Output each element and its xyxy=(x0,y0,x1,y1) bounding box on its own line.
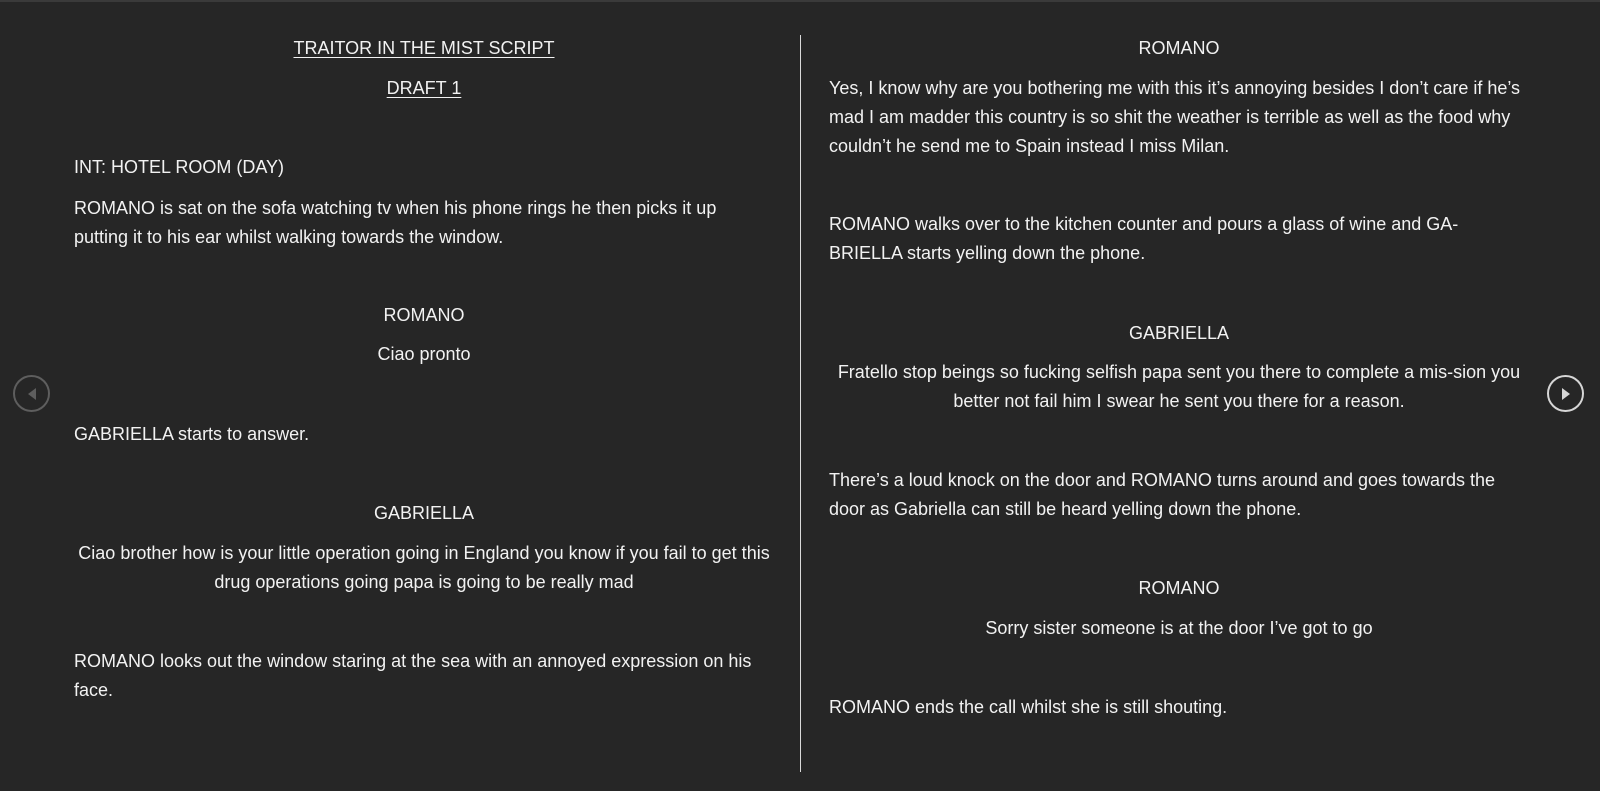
dialogue-text: Fratello stop beings so fucking selfish papa sent you there to complete a mis-sion you better not fail him I swear he sent you there for a reason. xyxy=(837,362,1521,411)
next-page-button[interactable] xyxy=(1547,375,1584,412)
dialogue-text: Sorry sister someone is at the door I’ve got to go xyxy=(985,618,1373,638)
dialogue-text: Ciao brother how is your little operation going in England you know if you fail to get this drug operations going papa is going to be really mad xyxy=(78,543,770,592)
character-name: ROMANO xyxy=(383,305,465,325)
action-text: ROMANO is sat on the sofa watching tv when his phone rings he then picks it up putting it to his ear whilst walking towards the window. xyxy=(74,198,717,247)
top-border xyxy=(0,0,1600,2)
character-name: ROMANO xyxy=(1138,38,1220,58)
page-divider xyxy=(800,35,801,772)
character-name: GABRIELLA xyxy=(1128,323,1230,343)
scene-heading: INT: HOTEL ROOM (DAY) xyxy=(74,157,285,177)
action-text: ROMANO looks out the window staring at the sea with an annoyed expression on his face. xyxy=(74,651,752,700)
action-text: There’s a loud knock on the door and ROMANO turns around and goes towards the door as Gabriella can still be heard yelling down the phone. xyxy=(829,470,1496,519)
character-name: GABRIELLA xyxy=(373,503,475,523)
triangle-left-icon xyxy=(26,387,38,401)
dialogue-text: Yes, I know why are you bothering me with this it’s annoying besides I don’t care if he’s mad I am madder this country is so shit the weather is terrible as well as the food why couldn’t he send me to Spain instead I miss Milan. xyxy=(829,78,1521,156)
character-name: ROMANO xyxy=(1138,578,1220,598)
script-title: TRAITOR IN THE MIST SCRIPT xyxy=(293,38,555,58)
dialogue-text: Ciao pronto xyxy=(377,344,471,364)
action-text: ROMANO ends the call whilst she is still shouting. xyxy=(829,697,1228,717)
action-text: GABRIELLA starts to answer. xyxy=(74,424,310,444)
action-text: ROMANO walks over to the kitchen counter and pours a glass of wine and GA-BRIELLA starts yelling down the phone. xyxy=(829,214,1459,263)
previous-page-button[interactable] xyxy=(13,375,50,412)
triangle-right-icon xyxy=(1560,387,1572,401)
draft-label: DRAFT 1 xyxy=(386,78,462,98)
